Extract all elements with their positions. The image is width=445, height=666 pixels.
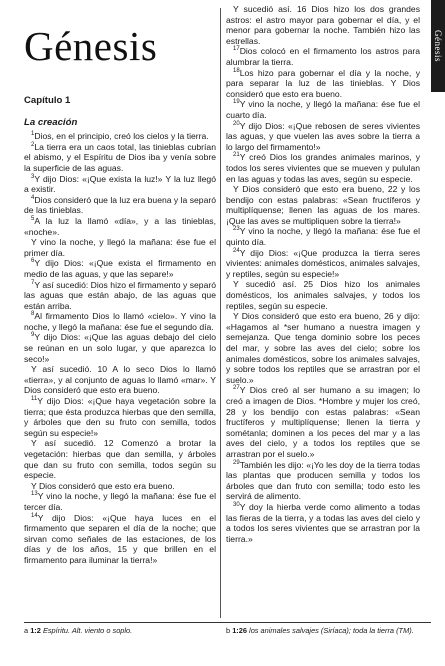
verse-text: Al firmamento Dios lo llamó «cielo». Y vino la noche, y llegó la mañana: ése fue el segundo día.	[24, 311, 216, 332]
verse-paragraph	[24, 131, 216, 142]
verse-text: Y así sucedió: Dios hizo el firmamento y separó las aguas que están abajo, de las aguas que están arriba.	[24, 279, 216, 311]
verse-text: Y Dios creó al ser humano a su imagen; lo creó a imagen de Dios. *Hombre y mujer los creó, 28 y los bendijo con estas palabras: «Sean fructíferos y multiplíquense; llenen la tierra y sométanla; dominen a los peces del mar y a las aves del cielo, y a todos los reptiles que se arrastran por el suelo.»	[226, 385, 420, 459]
verse-number: 17	[233, 46, 240, 53]
verse-paragraph	[24, 174, 216, 195]
verse-text: Y vino la noche, y llegó la mañana: ése fue el tercer día.	[24, 491, 216, 512]
verse-paragraph	[226, 184, 420, 226]
verse-text: Y Dios consideró que esto era bueno.	[31, 480, 175, 491]
verse-paragraph	[226, 248, 420, 280]
verse-number: 19	[233, 99, 240, 106]
footnote-ref: 1:2	[30, 626, 41, 635]
verse-text: Y Dios consideró que esto era bueno, 22 y los bendijo con estas palabras: «Sean fructíferos y multiplíquense; llenen las aguas de los mares. ¡Que las aves se multipliquen sobre la tierra!»	[226, 184, 420, 226]
verse-paragraph	[24, 195, 216, 216]
verse-text: Y vino la noche, y llegó la mañana: ése fue el primer día.	[24, 237, 216, 258]
verse-paragraph	[24, 142, 216, 174]
verse-paragraph	[226, 226, 420, 247]
verse-text: Y dijo Dios: «¡Que las aguas debajo del cielo se reúnan en un solo lugar, y que aparezca lo seco!»	[24, 332, 216, 364]
verse-number: 3	[31, 173, 35, 180]
verse-text: Dios, en el principio, creó los cielos y la tierra.	[34, 131, 209, 142]
verse-text: Y así sucedió. 10 A lo seco Dios lo llamó «tierra», y al conjunto de aguas lo llamó «mar». Y Dios consideró que esto era bueno.	[24, 364, 216, 396]
verse-number: 9	[31, 332, 35, 339]
verse-text: También les dijo: «¡Yo les doy de la tierra todas las plantas que producen semilla y todos los árboles que dan fruto con semilla; todo esto les servirá de alimento.	[226, 459, 420, 502]
verse-paragraph	[226, 121, 420, 153]
right-verses	[226, 4, 420, 544]
verse-paragraph	[226, 152, 420, 184]
verse-number: 2	[31, 141, 35, 148]
verse-paragraph	[24, 438, 216, 480]
verse-text: La tierra era un caos total, las tinieblas cubrían el abismo, y el Espíritu de Dios iba y venía sobre la superficie de las aguas.	[24, 141, 216, 173]
verse-text: Y sucedió así. 16 Dios hizo los dos grandes astros: el astro mayor para gobernar el día, y el menor para gobernar la noche. También hizo las estrellas.	[226, 4, 420, 46]
verse-text: Y dijo Dios: «¡Que haya vegetación sobre la tierra; que ésta produzca hierbas que den semilla, y árboles que den su fruto con semilla, todos según su especie!»	[24, 396, 216, 438]
verse-text: Y así sucedió. 12 Comenzó a brotar la vegetación: hierbas que dan semilla, y árboles que dan su fruto con semilla, todos según su especie.	[24, 438, 216, 481]
verse-text: Y vino la noche, y llegó la mañana: ése fue el quinto día.	[226, 226, 420, 248]
left-column	[24, 96, 216, 566]
verse-text: Y doy la hierba verde como alimento a todas las fieras de la tierra, y a todas las aves del cielo y a todos los seres vivientes que se arrastran por la tierra.»	[226, 501, 420, 544]
verse-number: 30	[233, 502, 240, 509]
verse-paragraph	[24, 311, 216, 332]
verse-number: 13	[31, 491, 38, 498]
verse-number: 7	[31, 279, 35, 286]
verse-number: 8	[31, 311, 35, 318]
left-verses	[24, 131, 216, 565]
verse-paragraph	[24, 513, 216, 566]
footnote-mark: b	[226, 626, 231, 635]
verse-paragraph	[226, 385, 420, 459]
footnote-a	[24, 626, 214, 635]
verse-paragraph	[24, 481, 216, 492]
verse-paragraph	[226, 460, 420, 502]
footnote-mark: a	[24, 626, 29, 635]
verse-paragraph	[226, 502, 420, 544]
verse-number: 1	[31, 131, 35, 138]
verse-number: 18	[233, 67, 240, 74]
verse-text: Y dijo Dios: «¡Que rebosen de seres vivientes las aguas, y que vuelen las aves sobre la tierra a lo largo del firmamento!»	[226, 120, 420, 152]
verse-number: 20	[233, 120, 240, 127]
verse-paragraph	[24, 396, 216, 438]
verse-text: Y Dios consideró que esto era bueno, 26 y dijo: «Hagamos al *ser humano a nuestra imagen y semejanza. Que tenga dominio sobre los peces del mar, y sobre las aves del cielo; sobre los animales domésticos, sobre los animales salvajes, y sobre todos los reptiles que se arrastran por el suelo.»	[226, 311, 420, 385]
book-tab	[431, 0, 445, 92]
footnote-rule	[24, 622, 431, 623]
verse-text: Y vino la noche, y llegó la mañana: ése fue el cuarto día.	[226, 99, 420, 120]
verse-paragraph	[226, 99, 420, 120]
verse-paragraph	[24, 491, 216, 512]
footnote-ref: 1:26	[232, 626, 247, 635]
verse-number: 5	[31, 216, 35, 223]
verse-text: Dios colocó en el firmamento los astros para alumbrar la tierra.	[226, 46, 420, 67]
footnote-text: los animales salvajes (Siríaca); toda la tierra (TM).	[249, 626, 414, 635]
verse-number: 4	[31, 194, 35, 201]
verse-paragraph	[24, 258, 216, 279]
footnote-b	[226, 626, 426, 635]
verse-paragraph	[226, 279, 420, 311]
verse-number: 14	[31, 512, 38, 519]
verse-number: 29	[233, 459, 240, 466]
book-title: Génesis	[24, 23, 158, 69]
right-column	[226, 4, 420, 544]
verse-text: Y dijo Dios: «¡Que exista la luz!» Y la luz llegó a existir.	[24, 173, 216, 195]
verse-number: 6	[31, 258, 35, 265]
chapter-heading: Capítulo 1	[24, 95, 71, 106]
verse-text: Y creó Dios los grandes animales marinos, y todos los seres vivientes que se mueven y pululan en las aguas y todas las aves, según su especie.	[226, 152, 420, 184]
verse-paragraph	[226, 68, 420, 100]
verse-text: Y dijo Dios: «¡Que exista el firmamento en medio de las aguas, y que las separe!»	[24, 258, 216, 279]
verse-text: Dios consideró que la luz era buena y la separó de las tinieblas.	[24, 194, 216, 216]
verse-text: Y dijo Dios: «¡Que haya luces en el firmamento que separen el día de la noche; que sirvan como señales de las estaciones, de los días y de los años, 15 y que brillen en el firmamento para iluminar la tierra!»	[24, 512, 216, 565]
verse-paragraph	[24, 216, 216, 237]
verse-paragraph	[24, 280, 216, 312]
verse-text: Y sucedió así. 25 Dios hizo los animales domésticos, los animales salvajes, y todos los reptiles, según su especie.	[226, 279, 420, 311]
verse-paragraph	[24, 237, 216, 258]
verse-paragraph	[226, 46, 420, 67]
verse-number: 23	[233, 226, 240, 233]
verse-paragraph	[24, 364, 216, 396]
verse-number: 27	[233, 385, 240, 392]
verse-number: 11	[31, 396, 38, 403]
verse-text: Y dijo Dios: «¡Que produzca la tierra seres vivientes: animales domésticos, animales salvajes, y reptiles, según su especie!»	[226, 247, 420, 279]
section-heading: La creación	[24, 116, 78, 128]
footnote-text: Espíritu. Alt. viento o soplo.	[42, 626, 133, 635]
book-tab-label: Génesis	[433, 30, 443, 62]
verse-paragraph	[226, 311, 420, 385]
verse-paragraph	[226, 4, 420, 46]
verse-text: A la luz la llamó «día», y a las tinieblas, «noche».	[24, 215, 216, 237]
verse-text: Los hizo para gobernar el día y la noche, y para separar la luz de las tinieblas. Y Dios consideró que esto era bueno.	[226, 67, 420, 99]
verse-number: 24	[233, 247, 240, 254]
column-divider	[220, 8, 221, 618]
verse-number: 21	[233, 152, 240, 159]
verse-paragraph	[24, 332, 216, 364]
